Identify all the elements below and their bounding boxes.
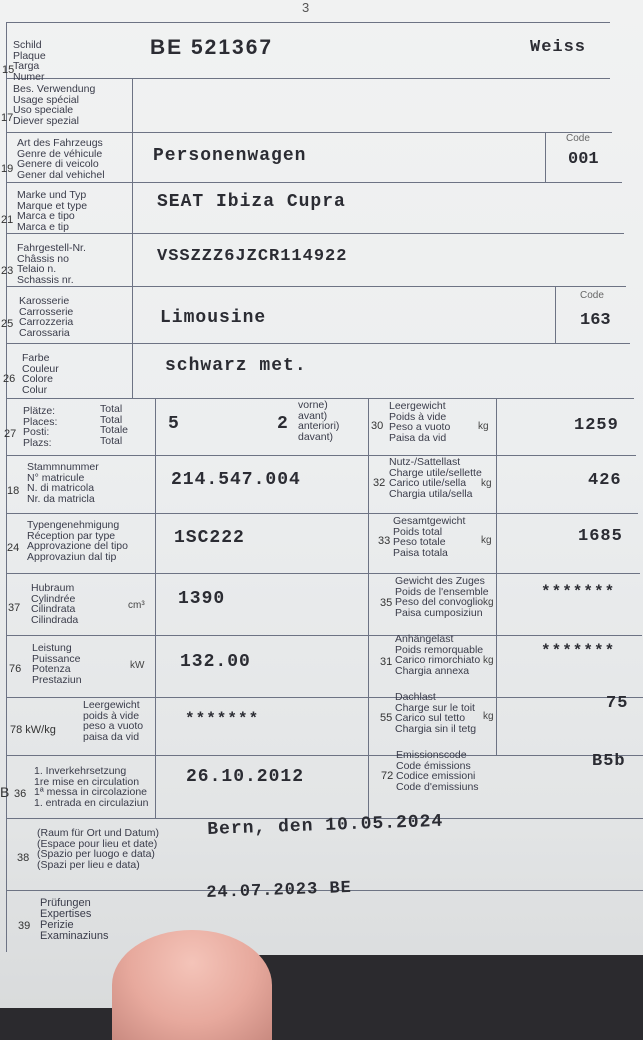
inspections-label: Prüfungen Expertises Perizie Examinaziuns <box>40 897 109 942</box>
field-number: 55 <box>380 712 393 724</box>
payload-label: Nutz-/Sattellast Charge utile/sellette Carico utile/sella Chargia utila/sella <box>389 456 482 500</box>
unit-label: kW <box>130 660 145 671</box>
field-number: 39 <box>18 920 31 932</box>
trailer-load-value: ******* <box>541 642 616 660</box>
make-type-value: SEAT Ibiza Cupra <box>157 192 346 212</box>
vehicle-kind-code: 001 <box>568 150 599 169</box>
field-number: 27 <box>4 428 17 440</box>
emission-code-label: Emissionscode Code émissions Codice emissioni Code d'emissiuns <box>396 749 479 793</box>
field-number: 31 <box>380 656 393 668</box>
make-type-label: Marke und Typ Marque et type Marca e tipo Marca e tip <box>17 189 88 233</box>
unit-label: kg <box>481 535 492 546</box>
payload-value: 426 <box>588 471 622 490</box>
place-date-value: Bern, den 10.05.2024 <box>207 811 444 840</box>
col-divider <box>496 398 497 755</box>
field-number: 19 <box>1 163 14 175</box>
row-divider <box>6 635 642 636</box>
finger <box>112 930 272 1040</box>
field-number: 25 <box>1 318 14 330</box>
body-value: Limousine <box>160 308 267 328</box>
col-divider <box>545 132 546 182</box>
empty-weight-label: Leergewicht Poids à vide Peso a vuoto Paisa da vid <box>389 400 451 444</box>
type-approval-value: 1SC222 <box>174 528 245 548</box>
type-approval-label: Typengenehmigung Réception par type Approvazione del tipo Approvaziun dal tip <box>27 519 128 563</box>
field-number: 15 <box>2 64 15 76</box>
code-label: Code <box>566 133 590 144</box>
field-number: 72 <box>381 770 394 782</box>
row-divider <box>6 455 636 456</box>
emission-code-value: B5b <box>592 752 626 771</box>
power-value: 132.00 <box>180 652 251 672</box>
empty-weight-value: 1259 <box>574 416 619 435</box>
field-number: 33 <box>378 535 391 547</box>
row-divider <box>6 513 638 514</box>
unit-label: kg <box>483 711 494 722</box>
vehicle-kind-value: Personenwagen <box>153 146 307 166</box>
field-number: 23 <box>1 265 14 277</box>
field-number: 38 <box>17 852 30 864</box>
col-divider <box>155 398 156 818</box>
edge-fragment: B <box>0 784 10 800</box>
plate-label: Schild Plaque Targa Numer <box>13 39 46 83</box>
field-number: 17 <box>1 112 14 124</box>
special-use-label: Bes. Verwendung Usage spécial Uso speciale Diever spezial <box>13 83 96 127</box>
combination-weight-label: Gewicht des Zuges Poids de l'ensemble Peso del convoglio Paisa cumposiziun <box>395 575 489 619</box>
field-number: 35 <box>380 597 393 609</box>
combination-weight-value: ******* <box>541 583 616 601</box>
row-divider <box>6 132 612 133</box>
roof-load-value: 75 <box>606 694 629 713</box>
unit-label: cm³ <box>128 600 145 611</box>
place-date-label: (Raum für Ort und Datum) (Espace pour lieu et date) (Spazio per luogo e data) (Spazi per lieu e data) <box>37 827 159 871</box>
trailer-load-label: Anhängelast Poids remorquable Carico rimorchiato Chargia annexa <box>395 633 484 677</box>
row-divider <box>6 78 610 79</box>
field-number: 24 <box>7 542 20 554</box>
seats-total-value: 5 <box>168 414 180 434</box>
background-surface <box>255 955 643 1008</box>
code-label: Code <box>580 290 604 301</box>
plate-value: BE 521367 <box>150 36 274 59</box>
first-registration-label: 1. Inverkehrsetzung 1re mise en circulation 1ª messa in circolazione 1. entrada en circulaziun <box>34 765 149 809</box>
seats-total-label: Total Total Totale Total <box>100 403 129 447</box>
unit-label: kg <box>483 597 494 608</box>
row-divider <box>6 573 640 574</box>
row-divider <box>6 22 610 23</box>
plate-color: Weiss <box>530 38 587 57</box>
row-divider <box>6 697 643 698</box>
displacement-value: 1390 <box>178 589 226 609</box>
chassis-value: VSSZZZ6JZCR114922 <box>157 247 348 266</box>
master-number-label: Stammnummer N° matricule N. di matricola Nr. da matricla <box>27 461 99 505</box>
col-divider <box>132 78 133 398</box>
col-divider <box>368 398 369 818</box>
unit-label: kg <box>478 421 489 432</box>
displacement-label: Hubraum Cylindrée Cilindrata Cilindrada <box>31 582 79 626</box>
vehicle-kind-label: Art des Fahrzeugs Genre de véhicule Genere di veicolo Gener dal vehichel <box>17 137 105 181</box>
gross-weight-value: 1685 <box>578 527 623 546</box>
body-label: Karosserie Carrosserie Carrozzeria Carossaria <box>19 295 74 339</box>
seats-label: Plätze: Places: Posti: Plazs: <box>23 405 58 449</box>
power-to-weight-value: ******* <box>185 710 260 728</box>
row-divider <box>6 182 622 183</box>
row-divider <box>6 343 630 344</box>
color-label: Farbe Couleur Colore Colur <box>22 352 59 396</box>
unit-label: kg <box>483 655 494 666</box>
field-number: 78 kW/kg <box>10 724 56 736</box>
field-number: 36 <box>14 788 27 800</box>
gross-weight-label: Gesamtgewicht Poids total Peso totale Paisa totala <box>393 515 466 559</box>
field-number: 30 <box>371 420 384 432</box>
master-number-value: 214.547.004 <box>171 470 301 490</box>
field-number: 37 <box>8 602 21 614</box>
power-to-weight-label: Leergewicht poids à vide peso a vuoto paisa da vid <box>83 699 144 743</box>
field-number: 32 <box>373 477 386 489</box>
roof-load-label: Dachlast Charge sur le toit Carico sul tetto Chargia sin il tetg <box>395 691 477 735</box>
field-number: 76 <box>9 663 22 675</box>
row-divider <box>6 233 624 234</box>
seats-front-label: vorne) avant) anteriori) davant) <box>298 399 340 443</box>
field-number: 26 <box>3 373 16 385</box>
row-divider <box>6 286 626 287</box>
field-number: 21 <box>1 214 14 226</box>
body-code: 163 <box>580 311 611 330</box>
inspections-value: 24.07.2023 BE <box>206 878 353 903</box>
color-value: schwarz met. <box>165 356 307 376</box>
first-registration-value: 26.10.2012 <box>186 767 305 787</box>
page-number: 3 <box>302 0 310 15</box>
unit-label: kg <box>481 478 492 489</box>
seats-front-value: 2 <box>277 414 289 434</box>
chassis-label: Fahrgestell-Nr. Châssis no Telaio n. Schassis nr. <box>17 242 86 286</box>
field-number: 18 <box>7 485 20 497</box>
col-divider <box>555 286 556 343</box>
row-divider <box>6 755 643 756</box>
power-label: Leistung Puissance Potenza Prestaziun <box>32 642 82 686</box>
